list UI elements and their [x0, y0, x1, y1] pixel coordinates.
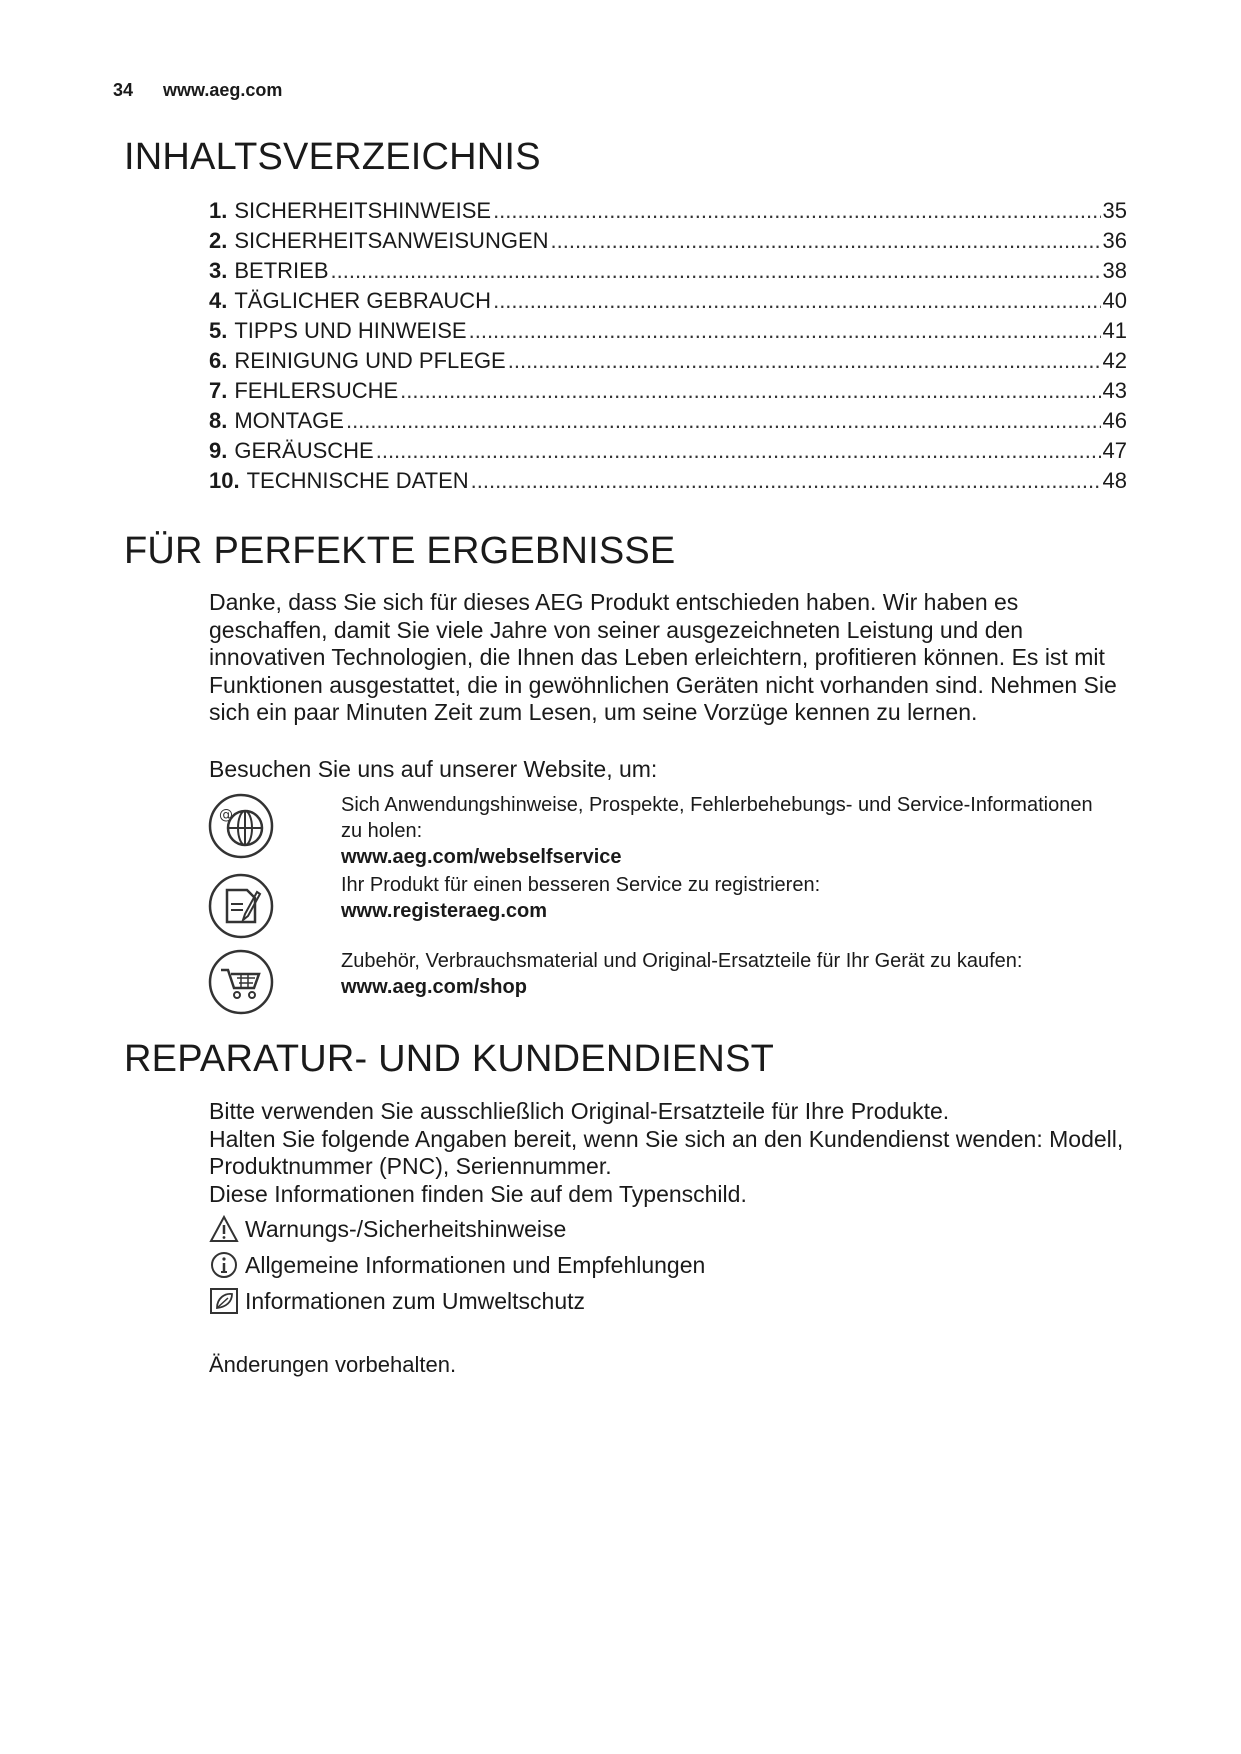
legend-warning-label: Warnungs-/Sicherheitshinweise — [245, 1215, 567, 1242]
toc-row[interactable] — [209, 438, 1127, 468]
toc-row[interactable] — [209, 348, 1127, 378]
toc-page-number: 35 — [1102, 198, 1127, 223]
toc-page-number: 36 — [1102, 228, 1127, 253]
toc-number: 7. — [209, 378, 228, 403]
page-number: 34 — [113, 80, 134, 100]
shop-link[interactable]: www.aeg.com/shop — [341, 976, 527, 998]
toc-row[interactable] — [209, 288, 1127, 318]
legend-info-label: Allgemeine Informationen und Empfehlungen — [245, 1251, 706, 1278]
toc-number: 9. — [209, 438, 228, 463]
toc-heading: INHALTSVERZEICHNIS — [124, 136, 541, 178]
toc-title: MONTAGE — [234, 408, 344, 433]
toc-leader-dots — [400, 378, 1100, 404]
toc-number: 6. — [209, 348, 228, 373]
toc-page-number: 42 — [1102, 348, 1127, 373]
toc-row[interactable] — [209, 258, 1127, 288]
website-row-shop — [207, 948, 1107, 1018]
toc-title: REINIGUNG UND PFLEGE — [234, 348, 506, 373]
toc-number: 2. — [209, 228, 228, 253]
register-text: Ihr Produkt für einen besseren Service zu registrieren: — [341, 874, 821, 896]
toc-page-number: 47 — [1102, 438, 1127, 463]
intro-paragraph: Danke, dass Sie sich für dieses AEG Produkt entschieden haben. Wir haben es geschaffen, damit Sie viele Jahre von seiner ausgezeichneten Leistung und den innovativen Technologien, die Ihnen das Leben erleichtern, profitieren können. Es ist mit Funktionen ausgestattet, die in gewöhnlichen Geräten nicht vorhanden sind. Nehmen Sie sich ein paar Minuten Zeit zum Lesen, um seine Vorzüge kennen zu lernen. — [209, 589, 1117, 725]
legend-warning — [209, 1214, 1009, 1244]
toc-title: GERÄUSCHE — [234, 438, 374, 463]
toc-row[interactable] — [209, 228, 1127, 258]
shop-text: Zubehör, Verbrauchsmaterial und Original-Ersatzteile für Ihr Gerät zu kaufen: — [341, 950, 1023, 972]
toc-number: 5. — [209, 318, 228, 343]
website-row-webselfservice — [207, 792, 1107, 868]
service-heading: REPARATUR- UND KUNDENDIENST — [124, 1038, 775, 1080]
toc-page-number: 43 — [1102, 378, 1127, 403]
toc-number: 1. — [209, 198, 228, 223]
webselfservice-text: Sich Anwendungshinweise, Prospekte, Fehlerbehebungs- und Service-Informationen zu holen: — [341, 794, 1093, 842]
globe-at-icon — [207, 792, 275, 860]
toc-title: TÄGLICHER GEBRAUCH — [234, 288, 492, 313]
toc-leader-dots — [331, 258, 1101, 284]
leaf-environment-icon — [209, 1286, 239, 1316]
toc-title: TIPPS UND HINWEISE — [234, 318, 467, 343]
toc-leader-dots — [471, 468, 1101, 494]
toc-page-number: 40 — [1102, 288, 1127, 313]
toc-title: BETRIEB — [234, 258, 329, 283]
toc-row[interactable] — [209, 198, 1127, 228]
toc-number: 10. — [209, 468, 240, 493]
toc-leader-dots — [551, 228, 1101, 254]
toc-leader-dots — [508, 348, 1101, 374]
toc-row[interactable] — [209, 378, 1127, 408]
table-of-contents — [209, 198, 1127, 498]
toc-title: SICHERHEITSHINWEISE — [234, 198, 492, 223]
toc-number: 4. — [209, 288, 228, 313]
service-text-2: Halten Sie folgende Angaben bereit, wenn Sie sich an den Kundendienst wenden: Modell, Produktnummer (PNC), Seriennummer. — [209, 1125, 1124, 1179]
toc-page-number: 38 — [1102, 258, 1127, 283]
website-row-register — [207, 872, 1107, 942]
registration-form-icon — [207, 872, 275, 940]
changes-reserved-note: Änderungen vorbehalten. — [209, 1352, 457, 1377]
shopping-cart-icon — [207, 948, 275, 1016]
legend-info — [209, 1250, 1009, 1280]
warning-triangle-icon — [209, 1214, 239, 1244]
toc-row[interactable] — [209, 318, 1127, 348]
toc-leader-dots — [493, 288, 1100, 314]
toc-number: 3. — [209, 258, 228, 283]
service-text-1: Bitte verwenden Sie ausschließlich Original-Ersatzteile für Ihre Produkte. — [209, 1098, 950, 1124]
page-header — [113, 80, 282, 101]
toc-leader-dots — [346, 408, 1101, 434]
webselfservice-link[interactable]: www.aeg.com/webselfservice — [341, 846, 622, 868]
toc-number: 8. — [209, 408, 228, 433]
service-paragraph — [209, 1098, 1129, 1208]
toc-leader-dots — [376, 438, 1101, 464]
toc-page-number: 48 — [1102, 468, 1127, 493]
toc-leader-dots — [469, 318, 1101, 344]
toc-page-number: 46 — [1102, 408, 1127, 433]
toc-title: SICHERHEITSANWEISUNGEN — [234, 228, 549, 253]
toc-row[interactable] — [209, 408, 1127, 438]
service-text-3: Diese Informationen finden Sie auf dem Typenschild. — [209, 1180, 747, 1207]
legend-environment — [209, 1286, 1009, 1316]
toc-leader-dots — [493, 198, 1100, 224]
header-url[interactable]: www.aeg.com — [163, 80, 283, 100]
toc-title: TECHNISCHE DATEN — [246, 468, 469, 493]
perfect-results-heading: FÜR PERFEKTE ERGEBNISSE — [124, 530, 676, 572]
toc-page-number: 41 — [1102, 318, 1127, 343]
svg-text:@: @ — [219, 807, 233, 823]
toc-title: FEHLERSUCHE — [234, 378, 399, 403]
info-icon — [209, 1250, 239, 1280]
register-link[interactable]: www.registeraeg.com — [341, 900, 547, 922]
visit-paragraph: Besuchen Sie uns auf unserer Website, um: — [209, 756, 658, 782]
toc-row[interactable] — [209, 468, 1127, 498]
legend-environment-label: Informationen zum Umweltschutz — [245, 1287, 586, 1314]
